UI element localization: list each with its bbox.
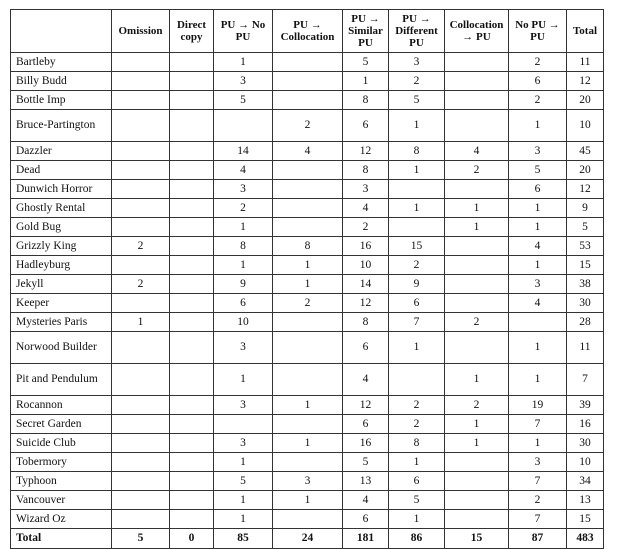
count-cell: [112, 415, 170, 434]
table-row: [11, 237, 604, 256]
count-cell: 1: [214, 364, 273, 396]
table-body: [11, 53, 604, 549]
count-cell: 6: [343, 332, 389, 364]
count-cell: 3: [214, 72, 273, 91]
count-cell: [273, 91, 343, 110]
count-cell: 2: [445, 313, 509, 332]
count-cell: 3: [214, 396, 273, 415]
total-cell: 86: [389, 529, 445, 549]
count-cell: [273, 199, 343, 218]
count-cell: [273, 180, 343, 199]
count-cell: 1: [389, 453, 445, 472]
table-row: [11, 294, 604, 313]
count-cell: 7: [509, 415, 567, 434]
count-cell: 1: [445, 218, 509, 237]
count-cell: [170, 256, 214, 275]
count-cell: 1: [445, 364, 509, 396]
count-cell: 14: [343, 275, 389, 294]
column-header: PU → No PU: [214, 10, 273, 53]
column-header: PU → Similar PU: [343, 10, 389, 53]
count-cell: 12: [343, 142, 389, 161]
column-header: Total: [567, 10, 604, 53]
count-cell: 5: [214, 472, 273, 491]
row-total-cell: 20: [567, 91, 604, 110]
count-cell: 7: [509, 510, 567, 529]
total-cell: 0: [170, 529, 214, 549]
count-cell: [445, 237, 509, 256]
story-name: Hadleyburg: [11, 256, 112, 275]
story-name: Mysteries Paris: [11, 313, 112, 332]
count-cell: 2: [509, 491, 567, 510]
count-cell: [112, 332, 170, 364]
count-cell: 2: [112, 237, 170, 256]
row-total-cell: 11: [567, 332, 604, 364]
count-cell: 1: [389, 110, 445, 142]
count-cell: 1: [214, 218, 273, 237]
count-cell: [170, 110, 214, 142]
story-name: Secret Garden: [11, 415, 112, 434]
count-cell: 8: [389, 434, 445, 453]
column-header: No PU → PU: [509, 10, 567, 53]
translation-shift-table: [10, 9, 604, 549]
table-row: [11, 199, 604, 218]
count-cell: 3: [214, 332, 273, 364]
count-cell: [273, 313, 343, 332]
count-cell: 4: [445, 142, 509, 161]
count-cell: 1: [343, 72, 389, 91]
column-header: Collocation → PU: [445, 10, 509, 53]
story-name: Dazzler: [11, 142, 112, 161]
count-cell: 1: [273, 256, 343, 275]
count-cell: [445, 53, 509, 72]
count-cell: 1: [509, 218, 567, 237]
count-cell: [170, 237, 214, 256]
count-cell: 8: [343, 161, 389, 180]
count-cell: 6: [389, 472, 445, 491]
table-row: [11, 275, 604, 294]
table-row: [11, 313, 604, 332]
count-cell: 1: [112, 313, 170, 332]
count-cell: 5: [389, 91, 445, 110]
table-row: [11, 142, 604, 161]
row-total-cell: 45: [567, 142, 604, 161]
count-cell: 2: [509, 53, 567, 72]
table-row: [11, 256, 604, 275]
row-total-cell: 10: [567, 453, 604, 472]
count-cell: [170, 199, 214, 218]
row-total-cell: 15: [567, 510, 604, 529]
count-cell: [389, 364, 445, 396]
count-cell: [445, 256, 509, 275]
count-cell: [273, 53, 343, 72]
table-row: [11, 110, 604, 142]
count-cell: [509, 313, 567, 332]
story-name: Dunwich Horror: [11, 180, 112, 199]
count-cell: 5: [343, 53, 389, 72]
row-total-cell: 13: [567, 491, 604, 510]
count-cell: 8: [214, 237, 273, 256]
story-name: Tobermory: [11, 453, 112, 472]
count-cell: 8: [343, 91, 389, 110]
count-cell: 1: [445, 199, 509, 218]
row-total-cell: 12: [567, 180, 604, 199]
header-story: [11, 10, 112, 53]
table-row: [11, 91, 604, 110]
count-cell: 1: [445, 415, 509, 434]
table-row: [11, 161, 604, 180]
count-cell: [170, 364, 214, 396]
table-row: [11, 53, 604, 72]
count-cell: 2: [509, 91, 567, 110]
row-total-cell: 11: [567, 53, 604, 72]
count-cell: [170, 53, 214, 72]
count-cell: 2: [445, 161, 509, 180]
count-cell: [273, 218, 343, 237]
row-total-cell: 15: [567, 256, 604, 275]
count-cell: 4: [509, 237, 567, 256]
count-cell: [170, 415, 214, 434]
story-name: Billy Budd: [11, 72, 112, 91]
count-cell: [112, 396, 170, 415]
count-cell: 6: [343, 510, 389, 529]
count-cell: [170, 218, 214, 237]
count-cell: [273, 453, 343, 472]
count-cell: [273, 161, 343, 180]
count-cell: [273, 332, 343, 364]
count-cell: 3: [343, 180, 389, 199]
story-name: Norwood Builder: [11, 332, 112, 364]
count-cell: 2: [214, 199, 273, 218]
count-cell: [445, 472, 509, 491]
row-total-cell: 53: [567, 237, 604, 256]
table-row: [11, 218, 604, 237]
story-name: Ghostly Rental: [11, 199, 112, 218]
count-cell: [112, 472, 170, 491]
story-name: Typhoon: [11, 472, 112, 491]
count-cell: 2: [389, 396, 445, 415]
count-cell: 5: [214, 91, 273, 110]
count-cell: [170, 142, 214, 161]
count-cell: [112, 491, 170, 510]
count-cell: 9: [214, 275, 273, 294]
count-cell: 2: [389, 72, 445, 91]
count-cell: 9: [389, 275, 445, 294]
count-cell: 14: [214, 142, 273, 161]
count-cell: [445, 332, 509, 364]
count-cell: 6: [214, 294, 273, 313]
count-cell: 8: [273, 237, 343, 256]
count-cell: 12: [343, 396, 389, 415]
table-row: [11, 180, 604, 199]
count-cell: 6: [509, 180, 567, 199]
column-header: Omission: [112, 10, 170, 53]
count-cell: [170, 453, 214, 472]
count-cell: 1: [389, 510, 445, 529]
count-cell: [112, 434, 170, 453]
count-cell: 16: [343, 434, 389, 453]
story-name: Grizzly King: [11, 237, 112, 256]
count-cell: [112, 72, 170, 91]
count-cell: [170, 72, 214, 91]
count-cell: [445, 110, 509, 142]
total-cell: 15: [445, 529, 509, 549]
total-row: [11, 529, 604, 549]
count-cell: [170, 180, 214, 199]
table-row: [11, 491, 604, 510]
count-cell: 8: [389, 142, 445, 161]
table-row: [11, 434, 604, 453]
count-cell: [445, 453, 509, 472]
total-cell: 5: [112, 529, 170, 549]
count-cell: [445, 491, 509, 510]
table-row: [11, 453, 604, 472]
row-total-cell: 7: [567, 364, 604, 396]
count-cell: [170, 472, 214, 491]
story-name: Wizard Oz: [11, 510, 112, 529]
row-total-cell: 28: [567, 313, 604, 332]
count-cell: [214, 110, 273, 142]
count-cell: [112, 294, 170, 313]
table-row: [11, 332, 604, 364]
count-cell: 1: [509, 110, 567, 142]
total-label: Total: [11, 529, 112, 549]
row-total-cell: 34: [567, 472, 604, 491]
table-row: [11, 396, 604, 415]
count-cell: [170, 491, 214, 510]
count-cell: [170, 434, 214, 453]
count-cell: 10: [343, 256, 389, 275]
count-cell: 1: [389, 199, 445, 218]
count-cell: 12: [343, 294, 389, 313]
story-name: Pit and Pendulum: [11, 364, 112, 396]
count-cell: [112, 180, 170, 199]
count-cell: 1: [214, 491, 273, 510]
count-cell: 2: [273, 110, 343, 142]
count-cell: [445, 510, 509, 529]
row-total-cell: 30: [567, 294, 604, 313]
row-total-cell: 10: [567, 110, 604, 142]
count-cell: [170, 313, 214, 332]
story-name: Bartleby: [11, 53, 112, 72]
count-cell: 13: [343, 472, 389, 491]
count-cell: 1: [214, 510, 273, 529]
count-cell: 3: [509, 275, 567, 294]
count-cell: 2: [445, 396, 509, 415]
story-name: Rocannon: [11, 396, 112, 415]
table-row: [11, 364, 604, 396]
table-header-row: [11, 10, 604, 53]
story-name: Dead: [11, 161, 112, 180]
count-cell: 10: [214, 313, 273, 332]
story-name: Gold Bug: [11, 218, 112, 237]
story-name: Bottle Imp: [11, 91, 112, 110]
count-cell: [273, 510, 343, 529]
count-cell: 3: [214, 434, 273, 453]
table-row: [11, 472, 604, 491]
count-cell: 6: [343, 110, 389, 142]
count-cell: [170, 396, 214, 415]
story-name: Vancouver: [11, 491, 112, 510]
count-cell: 6: [343, 415, 389, 434]
count-cell: 1: [509, 364, 567, 396]
count-cell: 3: [509, 453, 567, 472]
count-cell: [445, 294, 509, 313]
story-name: Bruce-Partington: [11, 110, 112, 142]
count-cell: 1: [445, 434, 509, 453]
count-cell: 2: [112, 275, 170, 294]
count-cell: 1: [509, 332, 567, 364]
count-cell: 5: [389, 491, 445, 510]
count-cell: 3: [273, 472, 343, 491]
count-cell: [112, 364, 170, 396]
count-cell: 2: [389, 256, 445, 275]
count-cell: 1: [509, 256, 567, 275]
count-cell: 1: [273, 396, 343, 415]
count-cell: [445, 91, 509, 110]
count-cell: 1: [273, 491, 343, 510]
count-cell: [112, 161, 170, 180]
table-row: [11, 72, 604, 91]
count-cell: 4: [343, 364, 389, 396]
count-cell: [112, 110, 170, 142]
count-cell: 1: [214, 453, 273, 472]
count-cell: 19: [509, 396, 567, 415]
count-cell: [112, 256, 170, 275]
count-cell: [112, 199, 170, 218]
count-cell: 1: [273, 434, 343, 453]
count-cell: [170, 275, 214, 294]
count-cell: [170, 91, 214, 110]
total-cell: 24: [273, 529, 343, 549]
count-cell: 2: [343, 218, 389, 237]
count-cell: [389, 218, 445, 237]
count-cell: 16: [343, 237, 389, 256]
count-cell: 4: [343, 491, 389, 510]
count-cell: [170, 510, 214, 529]
count-cell: 3: [214, 180, 273, 199]
row-total-cell: 39: [567, 396, 604, 415]
total-cell: 483: [567, 529, 604, 549]
table-row: [11, 510, 604, 529]
count-cell: 3: [389, 53, 445, 72]
count-cell: 15: [389, 237, 445, 256]
count-cell: 6: [509, 72, 567, 91]
count-cell: [170, 294, 214, 313]
column-header: PU → Different PU: [389, 10, 445, 53]
column-header: Direct copy: [170, 10, 214, 53]
count-cell: 6: [389, 294, 445, 313]
row-total-cell: 30: [567, 434, 604, 453]
row-total-cell: 16: [567, 415, 604, 434]
row-total-cell: 9: [567, 199, 604, 218]
count-cell: [389, 180, 445, 199]
row-total-cell: 38: [567, 275, 604, 294]
column-header: PU → Collocation: [273, 10, 343, 53]
count-cell: [214, 415, 273, 434]
table-row: [11, 415, 604, 434]
count-cell: [112, 510, 170, 529]
count-cell: 2: [389, 415, 445, 434]
count-cell: 2: [273, 294, 343, 313]
count-cell: [112, 91, 170, 110]
count-cell: 5: [509, 161, 567, 180]
count-cell: 1: [389, 332, 445, 364]
count-cell: 1: [214, 53, 273, 72]
row-total-cell: 12: [567, 72, 604, 91]
count-cell: 3: [509, 142, 567, 161]
count-cell: [273, 415, 343, 434]
story-name: Suicide Club: [11, 434, 112, 453]
count-cell: 1: [509, 434, 567, 453]
count-cell: [273, 72, 343, 91]
row-total-cell: 5: [567, 218, 604, 237]
count-cell: [112, 218, 170, 237]
count-cell: [112, 53, 170, 72]
count-cell: [112, 453, 170, 472]
count-cell: [273, 364, 343, 396]
count-cell: 4: [343, 199, 389, 218]
count-cell: 5: [343, 453, 389, 472]
count-cell: 8: [343, 313, 389, 332]
count-cell: [445, 72, 509, 91]
total-cell: 181: [343, 529, 389, 549]
count-cell: 7: [389, 313, 445, 332]
total-cell: 85: [214, 529, 273, 549]
count-cell: 4: [214, 161, 273, 180]
count-cell: 1: [389, 161, 445, 180]
count-cell: 7: [509, 472, 567, 491]
count-cell: 1: [509, 199, 567, 218]
count-cell: [445, 275, 509, 294]
count-cell: 1: [214, 256, 273, 275]
count-cell: [112, 142, 170, 161]
count-cell: 4: [273, 142, 343, 161]
count-cell: 1: [273, 275, 343, 294]
count-cell: [170, 332, 214, 364]
total-cell: 87: [509, 529, 567, 549]
count-cell: 4: [509, 294, 567, 313]
story-name: Keeper: [11, 294, 112, 313]
count-cell: [445, 180, 509, 199]
story-name: Jekyll: [11, 275, 112, 294]
count-cell: [170, 161, 214, 180]
row-total-cell: 20: [567, 161, 604, 180]
